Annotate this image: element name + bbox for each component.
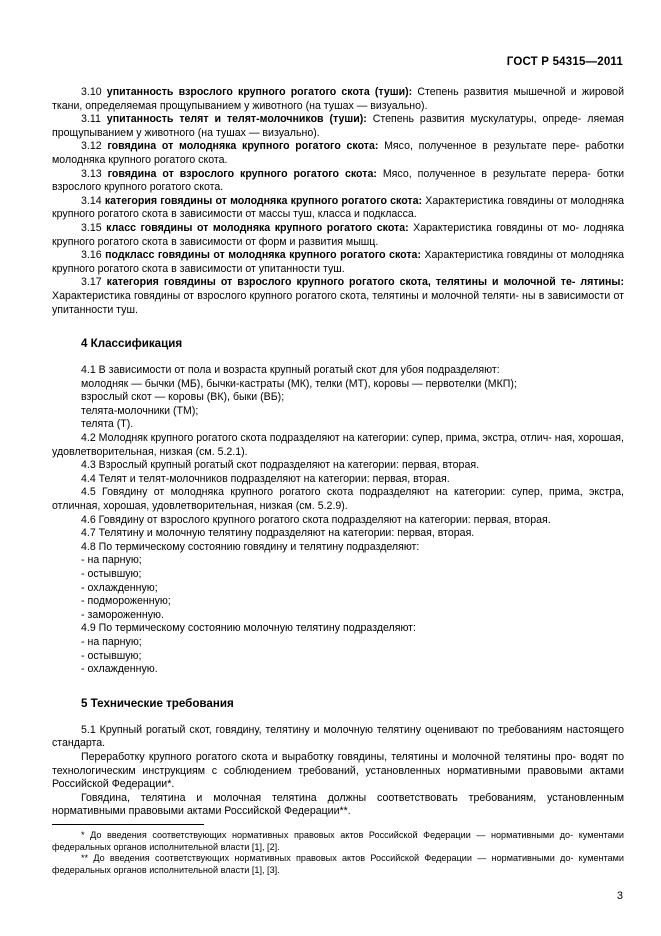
clause-4-8: 4.8 По термическому состоянию говядину и телятину подразделяют: bbox=[81, 540, 420, 553]
term-name: категория говядины от молодняка крупного рогатого скота: bbox=[104, 194, 423, 207]
term-entry bbox=[52, 276, 624, 317]
clause-4-7: 4.7 Телятину и молочную телятину подразделяют на категории: первая, вторая. bbox=[81, 527, 475, 540]
term-number: 3.14 bbox=[81, 194, 102, 207]
clause-4-6: 4.6 Говядину от взрослого крупного рогатого скота подразделяют на категории: первая, вторая. bbox=[81, 513, 551, 526]
list-item: телята (Т). bbox=[81, 418, 134, 431]
footnote-1: * До введения соответствующих нормативных правовых актов Российской Федерации — нормативными до- кументами федеральных органов исполнительной власти [1], [2]. bbox=[52, 830, 624, 852]
term-entry bbox=[52, 113, 624, 140]
term-number: 3.13 bbox=[81, 167, 102, 180]
term-name: упитанность взрослого крупного рогатого скота (туши): bbox=[106, 86, 413, 98]
footnote-2: ** До введения соответствующих нормативных правовых актов Российской Федерации — нормативными до- кументами федеральных органов исполнительной власти [1], [3]. bbox=[52, 853, 624, 875]
term-entry bbox=[52, 140, 624, 167]
list-item: - на парную; bbox=[81, 554, 142, 567]
term-number: 3.11 bbox=[81, 113, 101, 126]
term-definition: Характеристика говядины от взрослого крупного рогатого скота, телятины и молочной теляти- ны в зависимости от упитанности туш. bbox=[52, 289, 624, 316]
page-number: 3 bbox=[616, 890, 623, 902]
list-item: - остывшую; bbox=[81, 649, 142, 662]
clause-4-1: 4.1 В зависимости от пола и возраста крупный рогатый скот для убоя подразделяют: bbox=[81, 364, 500, 377]
term-definition: Степень развития мышечной и жировой ткани, определяемая прощупыванием у животного (на тушах — визуально). bbox=[52, 86, 624, 112]
clause-4-4: 4.4 Телят и телят-молочников подразделяют на категории: первая, вторая. bbox=[81, 472, 450, 485]
list-item: - охлажденную; bbox=[81, 581, 158, 594]
term-name: упитанность телят и телят-молочников (туши): bbox=[106, 113, 367, 126]
term-definition: Степень развития мускулатуры, опреде- ляемая прощупыванием у животного (на тушах — визуально). bbox=[52, 113, 624, 139]
term-number: 3.15 bbox=[81, 221, 102, 234]
page-header: ГОСТ Р 54315—2011 bbox=[506, 56, 623, 68]
list-item: взрослый скот — коровы (ВК), быки (ВБ); bbox=[81, 391, 285, 404]
term-definition: Мясо, полученное в результате перера- ботки взрослого крупного рогатого скота. bbox=[52, 167, 624, 194]
term-entry bbox=[52, 222, 624, 249]
clause-4-2: 4.2 Молодняк крупного рогатого скота подразделяют на категории: супер, прима, экстра, отлич- ная, хорошая, удовлетворительная, низкая (см. 5.2.1). bbox=[52, 432, 624, 458]
term-name: говядина от молодняка крупного рогатого скота: bbox=[107, 140, 379, 153]
term-number: 3.12 bbox=[81, 140, 102, 153]
footnote-separator bbox=[52, 824, 204, 825]
list-item: телята-молочники (ТМ); bbox=[81, 404, 199, 417]
footnotes-block bbox=[52, 824, 624, 876]
paragraph: Переработку крупного рогатого скота и выработку говядины, телятины и молочной телятины про- водят по технологическим инструкциям с соблюдением требований, установленных нормативными правовыми актами Российской Федерации*. bbox=[52, 750, 624, 791]
term-number: 3.17 bbox=[81, 276, 102, 289]
list-item: - подмороженную; bbox=[81, 595, 171, 608]
term-number: 3.16 bbox=[81, 249, 102, 262]
paragraph: Говядина, телятина и молочная телятина должны соответствовать требованиям, установленным нормативными правовыми актами Российской Федерации**. bbox=[52, 791, 624, 818]
list-item: - замороженную. bbox=[81, 608, 164, 621]
term-definition: Характеристика говядины от молодняка крупного рогатого скота в зависимости от упитанности туш. bbox=[52, 249, 624, 275]
term-name: категория говядины от взрослого крупного рогатого скота, телятины и молочной те- лятины: bbox=[106, 276, 624, 289]
term-definition: Мясо, полученное в результате пере- работки молодняка крупного рогатого скота. bbox=[52, 140, 624, 166]
list-item: - остывшую; bbox=[81, 568, 142, 580]
term-name: говядина от взрослого крупного рогатого скота: bbox=[107, 167, 377, 180]
list-item: - охлажденную. bbox=[81, 663, 158, 676]
term-entry bbox=[52, 86, 624, 113]
term-entry bbox=[52, 249, 624, 276]
clause-5-1: 5.1 Крупный рогатый скот, говядину, телятину и молочную телятину оценивают по требованиям настоящего стандарта. bbox=[52, 723, 624, 750]
section-heading-classification: 4 Классификация bbox=[81, 337, 183, 351]
list-item: - на парную; bbox=[81, 635, 142, 648]
list-item: молодняк — бычки (МБ), бычки-кастраты (МК), телки (МТ), коровы — первотелки (МКП); bbox=[81, 377, 517, 390]
document-body bbox=[52, 86, 624, 819]
term-definition: Характеристика говядины от молодняка крупного рогатого скота в зависимости от массы туш, класса и подкласса. bbox=[52, 194, 624, 221]
section-heading-technical-requirements: 5 Технические требования bbox=[81, 696, 234, 710]
term-entry bbox=[52, 168, 624, 195]
term-definition: Характеристика говядины от мо- лодняка крупного рогатого скота в зависимости от форм и развития мышц. bbox=[52, 221, 624, 248]
term-name: подкласс говядины от молодняка крупного рогатого скота: bbox=[105, 249, 421, 262]
term-name: класс говядины от молодняка крупного рогатого скота: bbox=[106, 221, 409, 234]
term-entry bbox=[52, 195, 624, 222]
clause-4-3: 4.3 Взрослый крупный рогатый скот подразделяют на категории: первая, вторая. bbox=[81, 459, 480, 472]
term-number: 3.10 bbox=[81, 86, 102, 98]
clause-4-5: 4.5 Говядину от молодняка крупного рогатого скота подразделяют на категории: супер, прима, экстра, отличная, хорошая, удовлетворительная, низкая (см. 5.2.9). bbox=[52, 486, 624, 513]
clause-4-9: 4.9 По термическому состоянию молочную телятину подразделяют: bbox=[81, 622, 416, 635]
